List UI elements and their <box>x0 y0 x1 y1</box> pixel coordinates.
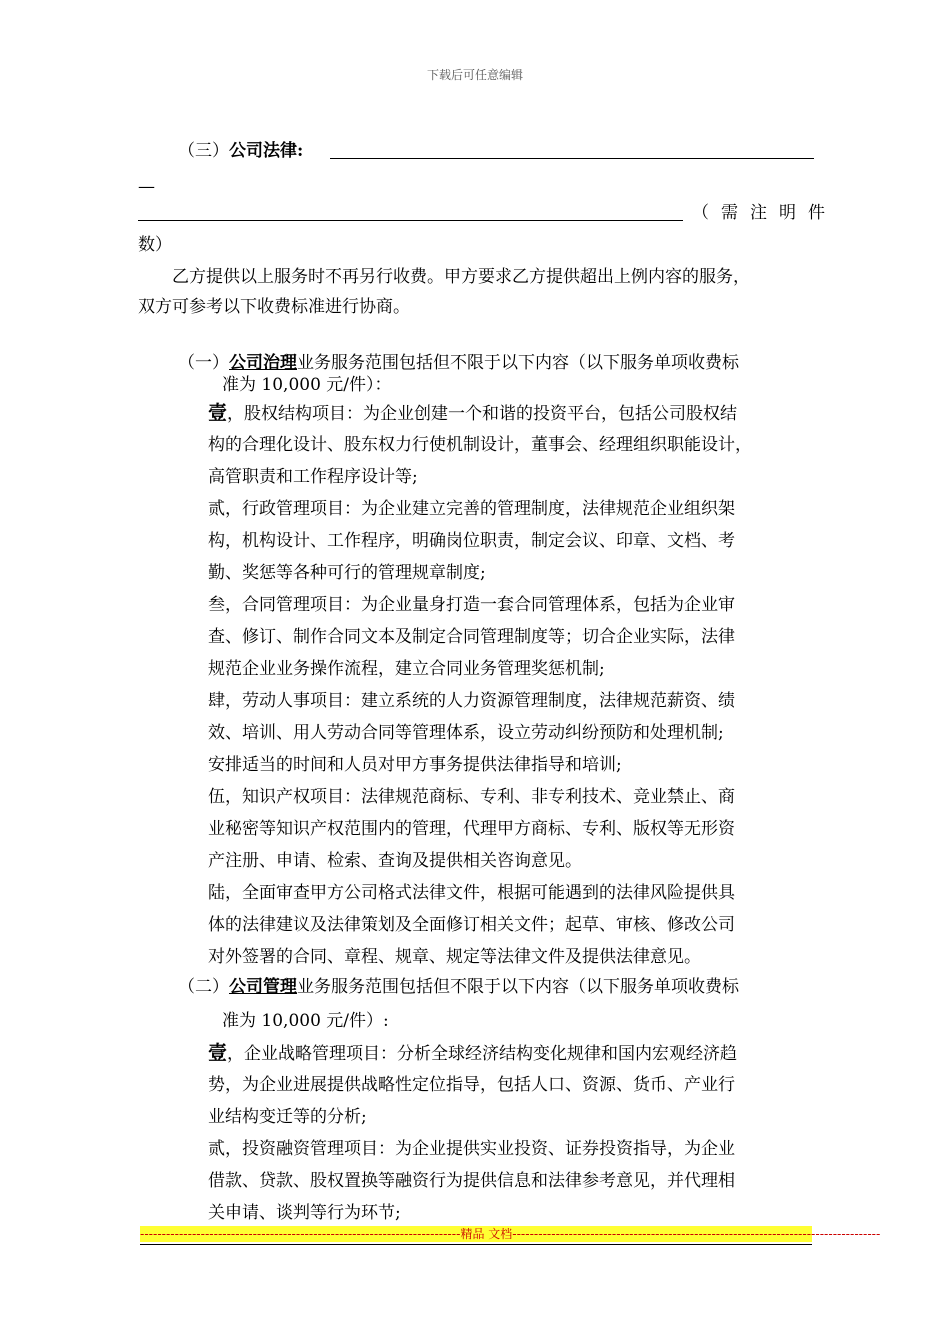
item-number: 贰 <box>208 499 225 519</box>
list-item-line: 查、修订、制作合同文本及制定合同管理制度等；切合企业实际，法律 <box>208 627 735 647</box>
list-item-line: 业秘密等知识产权范围内的管理，代理甲方商标、专利、版权等无形资 <box>208 819 735 839</box>
group2-heading <box>178 976 739 998</box>
item-number: 壹 <box>208 1042 228 1064</box>
item-text: ，劳动人事项目：建立系统的人力资源管理制度，法律规范薪资、绩 <box>225 691 735 711</box>
footer-label: 精品 文档 <box>460 1227 513 1241</box>
list-item-line: 关申请、谈判等行为环节; <box>208 1203 401 1223</box>
list-item-line: 对外签署的合同、章程、规章、规定等法律文件及提供法律意见。 <box>208 947 701 967</box>
section3-dash: — <box>138 177 155 197</box>
section3-fill-line <box>330 158 814 159</box>
group1-rest: 业务服务范围包括但不限于以下内容（以下服务单项收费标 <box>297 353 739 373</box>
item-text: ，知识产权项目：法律规范商标、专利、非专利技术、竞业禁止、商 <box>225 787 735 807</box>
section3-prefix: （三） <box>178 141 229 161</box>
list-item-line: 势，为企业进展提供战略性定位指导，包括人口、资源、货币、产业行 <box>208 1075 735 1095</box>
list-item-line: 构，机构设计、工作程序，明确岗位职责，制定会议、印章、文档、考 <box>208 531 735 551</box>
group1-heading-line2: 准为 10,000 元/件）： <box>222 375 392 395</box>
list-item-line <box>208 882 735 904</box>
list-item-line: 体的法律建议及法律策划及全面修订相关文件；起草、审核、修改公司 <box>208 915 735 935</box>
item-text: ，投资融资管理项目：为企业提供实业投资、证券投资指导，为企业 <box>225 1139 735 1159</box>
group1-heading <box>178 352 739 374</box>
item-number: 伍 <box>208 787 225 807</box>
footer-dashes-right: ------------------------------------------------------------------------------------- <box>512 1227 881 1241</box>
section3-note: （需注明件 <box>692 203 837 223</box>
section3-fill-line-2 <box>138 220 683 221</box>
list-item-line <box>208 690 735 712</box>
item-text: ，企业战略管理项目：分析全球经济结构变化规律和国内宏观经济趋 <box>227 1044 738 1064</box>
group1-prefix: （一） <box>178 353 229 373</box>
item-number: 肆 <box>208 691 225 711</box>
group2-prefix: （二） <box>178 977 229 997</box>
item-text: ，全面审查甲方公司格式法律文件，根据可能遇到的法律风险提供具 <box>225 883 735 903</box>
item-number: 贰 <box>208 1139 225 1159</box>
list-item-line: 产注册、申请、检索、查询及提供相关咨询意见。 <box>208 851 582 871</box>
list-item-line: 借款、贷款、股权置换等融资行为提供信息和法律参考意见，并代理相 <box>208 1171 735 1191</box>
item-text: ，股权结构项目：为企业创建一个和谐的投资平台，包括公司股权结 <box>227 404 738 424</box>
header-note: 下载后可任意编辑 <box>426 68 523 82</box>
list-item-line: 效、培训、用人劳动合同等管理体系，设立劳动纠纷预防和处理机制; <box>208 723 724 743</box>
item-text: ，行政管理项目：为企业建立完善的管理制度，法律规范企业组织架 <box>225 499 735 519</box>
list-item-line: 勤、奖惩等各种可行的管理规章制度; <box>208 563 486 583</box>
footer-banner <box>140 1226 881 1242</box>
paragraph-line-1: 乙方提供以上服务时不再另行收费。甲方要求乙方提供超出上例内容的服务， <box>172 267 750 287</box>
list-item-line: 规范企业业务操作流程，建立合同业务管理奖惩机制; <box>208 659 605 679</box>
list-item-line: 安排适当的时间和人员对甲方事务提供法律指导和培训; <box>208 755 622 775</box>
list-item-line: 业结构变迁等的分析; <box>208 1107 367 1127</box>
list-item-line <box>208 1042 737 1065</box>
group2-rest: 业务服务范围包括但不限于以下内容（以下服务单项收费标 <box>297 977 739 997</box>
group1-title: 公司治理 <box>229 353 297 373</box>
list-item-line <box>208 1138 735 1160</box>
section3-note-close: 数） <box>138 235 172 255</box>
footer-dashes-left: -------------------------------------------------------------------------- <box>140 1227 461 1241</box>
group2-heading-line2: 准为 10,000 元/件）: <box>222 1011 389 1031</box>
footer-rule <box>140 1244 812 1245</box>
item-text: ，合同管理项目：为企业量身打造一套合同管理体系，包括为企业审 <box>225 595 735 615</box>
list-item-line <box>208 498 735 520</box>
item-number: 壹 <box>208 402 228 424</box>
section3-heading <box>178 140 303 162</box>
item-number: 陆 <box>208 883 225 903</box>
list-item-line <box>208 402 737 425</box>
list-item-line <box>208 594 735 616</box>
group2-title: 公司管理 <box>229 977 297 997</box>
paragraph-line-2: 双方可参考以下收费标准进行协商。 <box>138 297 410 317</box>
list-item-line: 构的合理化设计、股东权力行使机制设计，董事会、经理组织职能设计， <box>208 435 752 455</box>
item-number: 叁 <box>208 595 225 615</box>
list-item-line: 高管职责和工作程序设计等; <box>208 467 418 487</box>
list-item-line <box>208 786 735 808</box>
section3-title: 公司法律: <box>229 141 304 161</box>
